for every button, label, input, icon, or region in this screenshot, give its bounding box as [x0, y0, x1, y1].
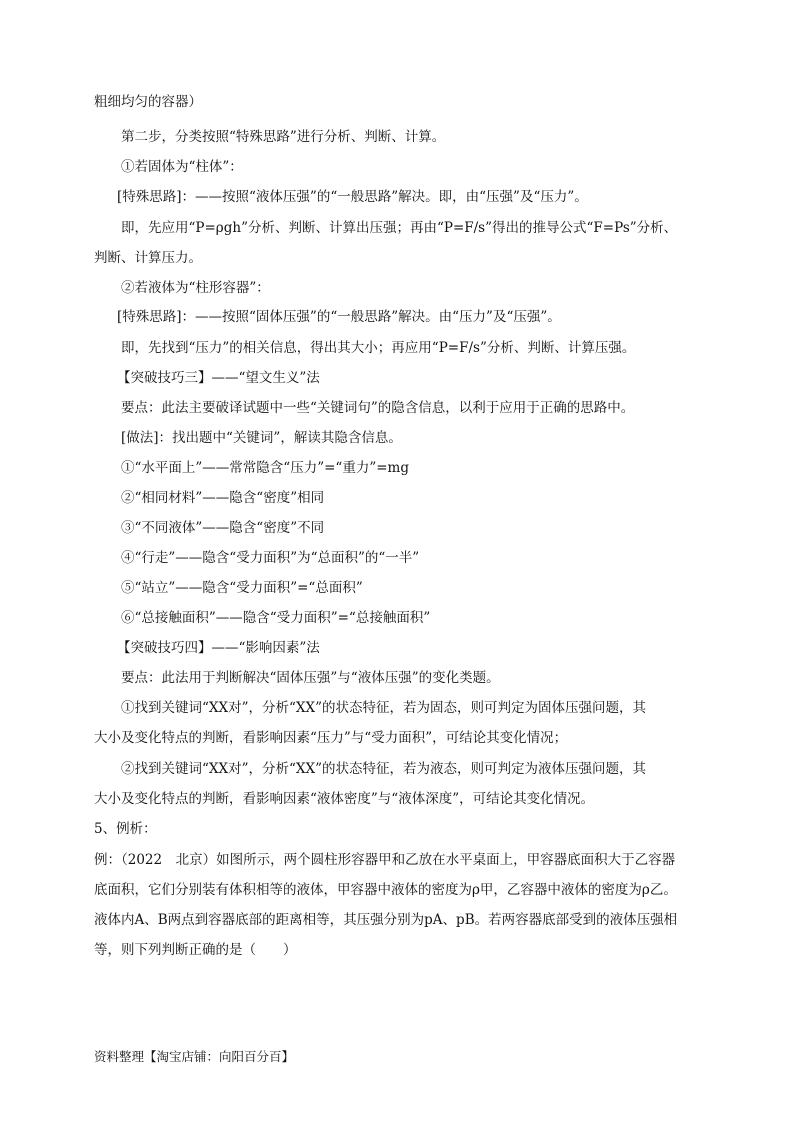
text-line: [特殊思路]：——按照“固体压强”的“一般思路”解决。由“压力”及“压强”。: [117, 309, 561, 325]
text-line: 即，先找到“压力”的相关信息，得出其大小；再应用“P=F/s”分析、判断、计算压强。: [121, 340, 636, 356]
text-line: ②若液体为“柱形容器”：: [121, 280, 270, 296]
page-footer: 资料整理【淘宝店铺：向阳百分百】: [94, 1049, 295, 1064]
section-heading: 【突破技巧三】——“望文生义”法: [117, 370, 320, 386]
list-item: ⑥“总接触面积”——隐含“受力面积”=“总接触面积”: [121, 610, 431, 626]
text-line: 即，先应用“P=ρgh”分析、判断、计算出压强；再由“P=F/s”得出的推导公式“F=Ps”分析、: [121, 220, 678, 236]
text-line: 大小及变化特点的判断，看影响因素“压力”与“受力面积”，可结论其变化情况；: [94, 730, 568, 746]
text-line: 底面积，它们分别装有体积相等的液体，甲容器中液体的密度为ρ甲，乙容器中液体的密度为ρ乙。: [94, 882, 677, 898]
text-line: ②找到关键词“XX对”，分析“XX”的状态特征，若为液态，则可判定为液体压强问题，其: [121, 761, 647, 777]
text-line: [特殊思路]：——按照“液体压强”的“一般思路”解决。即，由“压强”及“压力”。: [117, 189, 588, 205]
list-item: ②“相同材料”——隐含“密度”相同: [121, 490, 325, 506]
text-line: 等，则下列判断正确的是（ ）: [94, 942, 297, 958]
text-line: ①若固体为“柱体”：: [121, 159, 243, 175]
text-line: 5、例析：: [94, 821, 157, 837]
list-item: ①“水平面上”——常常隐含“压力”=“重力”=mg: [121, 460, 409, 476]
text-line: [做法]：找出题中“关键词”，解读其隐含信息。: [121, 430, 402, 446]
text-line: 第二步，分类按照“特殊思路”进行分析、判断、计算。: [121, 129, 446, 145]
text-line: ①找到关键词“XX对”，分析“XX”的状态特征，若为固态，则可判定为固体压强问题，其: [121, 700, 647, 716]
text-line: 液体内A、B两点到容器底部的距离相等，其压强分别为pA、pB。若两容器底部受到的液体压强相: [94, 912, 678, 928]
list-item: ④“行走”——隐含“受力面积”为“总面积”的“一半”: [121, 550, 420, 566]
text-line: 大小及变化特点的判断，看影响因素“液体密度”与“液体深度”，可结论其变化情况。: [94, 791, 595, 807]
text-line: 粗细均匀的容器）: [94, 94, 202, 110]
list-item: ⑤“站立”——隐含“受力面积”=“总面积”: [121, 580, 363, 596]
list-item: ③“不同液体”——隐含“密度”不同: [121, 520, 325, 536]
text-line: 判断、计算压力。: [94, 250, 202, 266]
section-heading: 【突破技巧四】——“影响因素”法: [117, 640, 320, 656]
text-line: 例：（2022 北京）如图所示，两个圆柱形容器甲和乙放在水平桌面上，甲容器底面积大于乙容器: [94, 852, 676, 868]
text-line: 要点：此法主要破译试题中一些“关键词句”的隐含信息，以利于应用于正确的思路中。: [121, 400, 635, 416]
text-line: 要点：此法用于判断解决“固体压强”与“液体压强”的变化类题。: [121, 670, 500, 686]
